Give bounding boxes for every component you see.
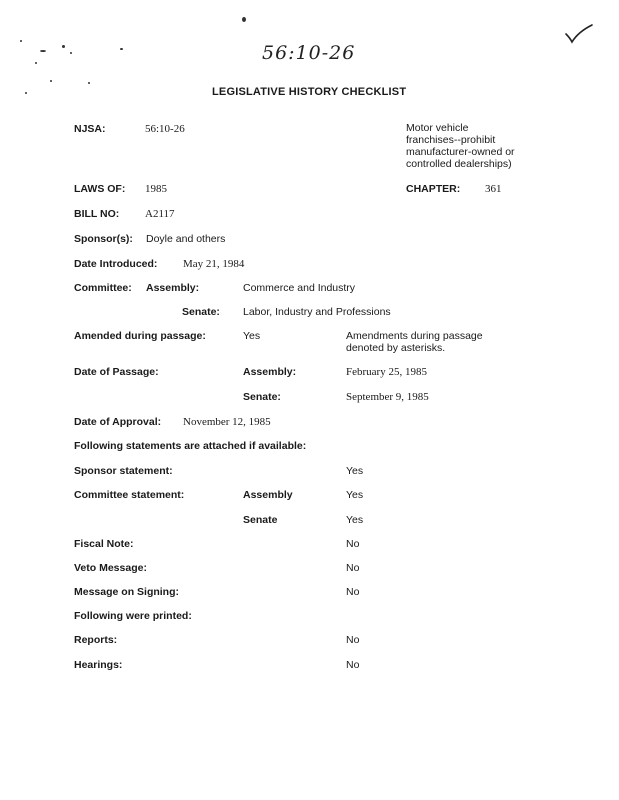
chapter-value: 361 <box>485 183 502 195</box>
date-of-approval-label: Date of Approval: <box>74 416 162 428</box>
statute-description: Motor vehicle franchises--prohibit manufacturer-owned or controlled dealerships) <box>406 122 515 170</box>
committee-assembly-value: Commerce and Industry <box>243 282 356 294</box>
amended-note: Amendments during passage denoted by asterisks. <box>346 330 483 354</box>
veto-message-label: Veto Message: <box>74 562 147 574</box>
chapter-label: CHAPTER: <box>406 183 461 195</box>
njsa-label: NJSA: <box>74 123 106 135</box>
amended-label: Amended during passage: <box>74 330 206 342</box>
attached-statements-header: Following statements are attached if available: <box>74 440 307 452</box>
amended-value: Yes <box>243 330 261 342</box>
scan-speck <box>62 45 65 48</box>
committee-assembly-label: Assembly: <box>146 282 200 294</box>
veto-message-value: No <box>346 562 360 574</box>
bill-no-value: A2117 <box>145 208 175 220</box>
passage-senate-value: September 9, 1985 <box>346 391 429 403</box>
checkmark-icon <box>564 22 594 44</box>
fiscal-note-label: Fiscal Note: <box>74 538 134 550</box>
hearings-value: No <box>346 659 360 671</box>
passage-senate-label: Senate: <box>243 391 281 403</box>
laws-of-label: LAWS OF: <box>74 183 126 195</box>
sponsor-statement-value: Yes <box>346 465 364 477</box>
committee-statement-label: Committee statement: <box>74 489 185 501</box>
date-introduced-label: Date Introduced: <box>74 258 158 270</box>
scan-speck <box>50 80 52 82</box>
committee-statement-assembly-value: Yes <box>346 489 364 501</box>
scan-speck <box>70 52 72 54</box>
sponsors-label: Sponsor(s): <box>74 233 133 245</box>
committee-senate-label: Senate: <box>182 306 220 318</box>
handwritten-number: 56:10-26 <box>262 42 356 64</box>
scan-speck <box>242 17 246 22</box>
bill-no-label: BILL NO: <box>74 208 120 220</box>
reports-value: No <box>346 634 360 646</box>
scan-speck <box>35 62 37 64</box>
scan-speck <box>120 48 123 50</box>
reports-label: Reports: <box>74 634 118 646</box>
scan-speck <box>40 50 46 52</box>
committee-statement-assembly-label: Assembly <box>243 489 293 501</box>
message-on-signing-value: No <box>346 586 360 598</box>
page-title: LEGISLATIVE HISTORY CHECKLIST <box>212 86 407 98</box>
date-of-passage-label: Date of Passage: <box>74 366 159 378</box>
committee-senate-value: Labor, Industry and Professions <box>243 306 391 318</box>
scan-speck <box>20 40 22 42</box>
sponsors-value: Doyle and others <box>146 233 226 245</box>
fiscal-note-value: No <box>346 538 360 550</box>
hearings-label: Hearings: <box>74 659 123 671</box>
passage-assembly-value: February 25, 1985 <box>346 366 427 378</box>
date-of-approval-value: November 12, 1985 <box>183 416 271 428</box>
scan-speck <box>88 82 90 84</box>
sponsor-statement-label: Sponsor statement: <box>74 465 173 477</box>
date-introduced-value: May 21, 1984 <box>183 258 245 270</box>
scan-speck <box>25 92 27 94</box>
laws-of-value: 1985 <box>145 183 167 195</box>
committee-statement-senate-value: Yes <box>346 514 364 526</box>
printed-header: Following were printed: <box>74 610 192 622</box>
committee-statement-senate-label: Senate <box>243 514 278 526</box>
message-on-signing-label: Message on Signing: <box>74 586 180 598</box>
committee-label: Committee: <box>74 282 132 294</box>
njsa-value: 56:10-26 <box>145 123 185 135</box>
passage-assembly-label: Assembly: <box>243 366 297 378</box>
